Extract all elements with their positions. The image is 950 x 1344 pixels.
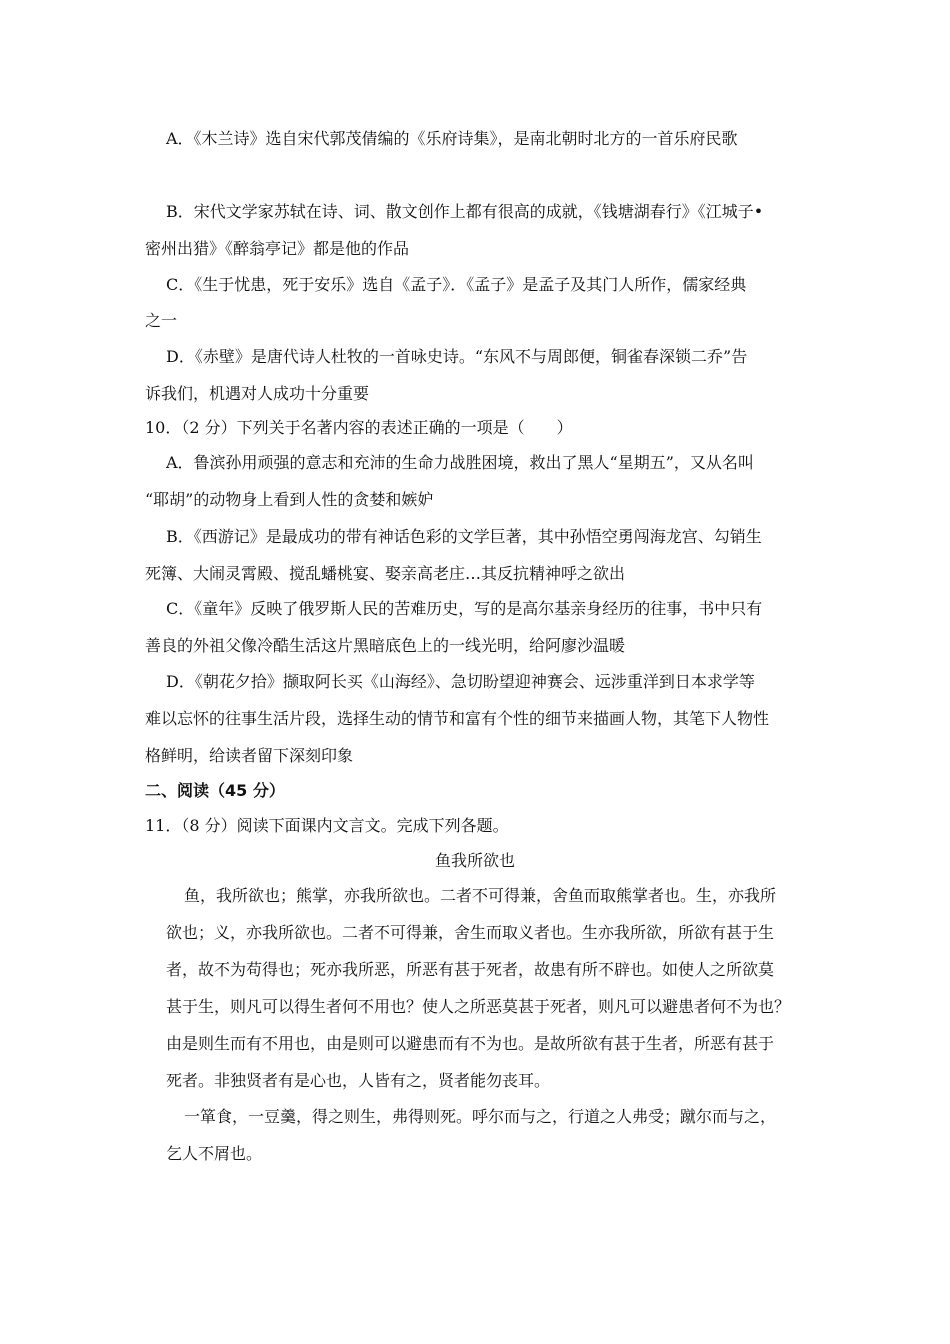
- q10-option-b-line1: B．《西游记》是最成功的带有神话色彩的文学巨著，其中孙悟空勇闯海龙宫、勾销生: [166, 527, 762, 546]
- q11-stem: 11．（8 分）阅读下面课内文言文。完成下列各题。: [145, 816, 509, 835]
- q10-option-c-line1: C．《童年》反映了俄罗斯人民的苦难历史，写的是高尔基亲身经历的往事，书中只有: [166, 599, 763, 618]
- passage-title: 鱼我所欲也: [434, 851, 515, 870]
- passage-p2-line: 一箪食，一豆羹，得之则生，弗得则死。呼尔而与之，行道之人弗受；蹴尔而与之，: [184, 1107, 777, 1126]
- q9-option-c-line2: 之一: [145, 311, 178, 330]
- passage-p1-line: 欲也；义，亦我所欲也。二者不可得兼，舍生而取义者也。生亦我所欲，所欲有甚于生: [166, 923, 775, 942]
- q10-option-a-line2: “耶胡”的动物身上看到人性的贪婪和嫉妒: [145, 490, 434, 509]
- q9-option-b-line2: 密州出猎》《醉翁亭记》都是他的作品: [145, 239, 410, 258]
- q10-option-d-line2: 难以忘怀的往事生活片段，选择生动的情节和富有个性的细节来描画人物，其笔下人物性: [145, 709, 770, 728]
- q10-option-c-line2: 善良的外祖父像冷酷生活这片黑暗底色上的一线光明，给阿廖沙温暖: [145, 636, 626, 655]
- q10-option-d-line1: D．《朝花夕拾》撷取阿长买《山海经》、急切盼望迎神赛会、远涉重洋到日本求学等: [166, 672, 755, 691]
- passage-p2-line: 乞人不屑也。: [166, 1144, 263, 1163]
- q10-option-b-line2: 死簿、大闹灵霄殿、搅乱蟠桃宴、娶亲高老庄…其反抗精神呼之欲出: [145, 564, 626, 583]
- passage-p1-line: 死者。非独贤者有是心也，人皆有之，贤者能勿丧耳。: [166, 1071, 551, 1090]
- section-heading: 二、阅读（45 分）: [145, 781, 285, 800]
- q10-option-d-line3: 格鲜明，给读者留下深刻印象: [145, 746, 354, 765]
- q10-stem: 10．（2 分）下列关于名著内容的表述正确的一项是（ ）: [145, 418, 573, 437]
- q10-option-a-line1: A．鲁滨孙用顽强的意志和充沛的生命力战胜困境，救出了黑人“星期五”，又从名叫: [166, 453, 754, 472]
- q9-option-b-line1: B．宋代文学家苏轼在诗、词、散文创作上都有很高的成就，《钱塘湖春行》《江城子•: [166, 202, 764, 221]
- q9-option-c-line1: C．《生于忧患，死于安乐》选自《孟子》．《孟子》是孟子及其门人所作，儒家经典: [166, 275, 747, 294]
- passage-p1-line: 者，故不为苟得也；死亦我所恶，所恶有甚于死者，故患有所不辟也。如使人之所欲莫: [166, 960, 775, 979]
- q9-option-d-line1: D．《赤壁》是唐代诗人杜牧的一首咏史诗。“东风不与周郎便，铜雀春深锁二乔”告: [166, 347, 748, 366]
- q9-option-d-line2: 诉我们，机遇对人成功十分重要: [145, 384, 370, 403]
- q9-option-a: A．《木兰诗》选自宋代郭茂倩编的《乐府诗集》，是南北朝时北方的一首乐府民歌: [166, 129, 738, 148]
- passage-p1-line: 由是则生而有不用也，由是则可以避患而有不为也。是故所欲有甚于生者，所恶有甚于: [166, 1034, 775, 1053]
- passage-p1-line: 鱼，我所欲也；熊掌，亦我所欲也。二者不可得兼，舍鱼而取熊掌者也。生，亦我所: [184, 886, 777, 905]
- passage-p1-line: 甚于生，则凡可以得生者何不用也？使人之所恶莫甚于死者，则凡可以避患者何不为也？: [166, 997, 791, 1016]
